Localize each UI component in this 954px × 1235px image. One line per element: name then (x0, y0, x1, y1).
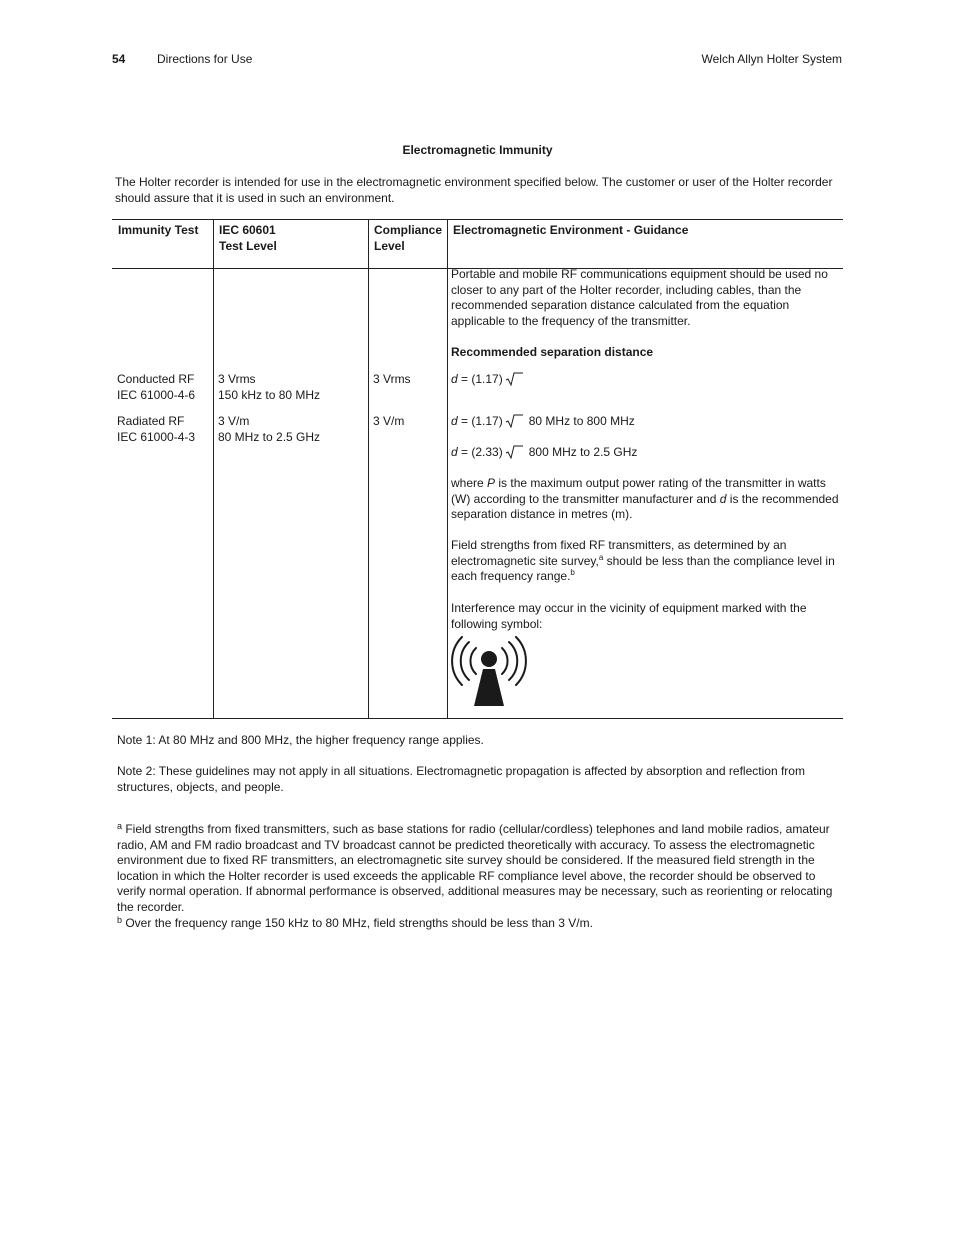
column-divider (368, 219, 369, 718)
test-level-value: 3 V/m (218, 414, 250, 428)
intro-paragraph: The Holter recorder is intended for use in the electromagnetic environment specified below. The customer or user of the Holter recorder should assure that it is used in such an environment. (115, 175, 833, 205)
footnote-b-text: Over the frequency range 150 kHz to 80 MHz, field strengths should be less than 3 V/m. (122, 916, 593, 930)
footnote-mark-a: a (117, 821, 123, 831)
footnote-mark-b: b (117, 915, 123, 925)
square-root-icon (505, 372, 523, 386)
header-test-level-line1: IEC 60601 (219, 223, 276, 237)
eq-coefficient: = (2.33) (457, 445, 503, 459)
footnote-a-text: Field strengths from fixed transmitters, such as base stations for radio (cellular/cordless) telephones and land mobile radios, amateur radio, AM and FM radio broadcast and TV broadcast cannot be predicted theoretically with accuracy. To assess the electromagnetic environment due to fixed RF transmitters, an electromagnetic site survey should be considered. If the measured field strength in the location in which the Holter recorder is used exceeds the applicable RF compliance level above, the recorder should be observed to verify normal operation. If abnormal performance is observed, additional measures may be necessary, such as reorienting or relocating the recorder. (117, 822, 833, 914)
header-compliance-line2: Level (374, 238, 405, 253)
row-conducted-test (117, 372, 195, 403)
test-level-range: 150 kHz to 80 MHz (218, 387, 321, 402)
where-text: is the recommended separation distance in metres (m). (451, 491, 839, 521)
test-level-range: 80 MHz to 2.5 GHz (218, 429, 321, 444)
note-1: Note 1: At 80 MHz and 800 MHz, the higher frequency range applies. (117, 733, 484, 747)
equation-radiated-high (451, 445, 839, 461)
row-conducted-level (218, 372, 320, 403)
where-text: is the maximum output power rating of the transmitter in watts (W) according to the transmitter manufacturer and (451, 476, 826, 506)
field-strength-paragraph (451, 538, 839, 585)
header-test-level-line2: Test Level (219, 238, 277, 253)
test-name: Conducted RF (117, 372, 195, 386)
non-ionizing-radiation-icon (450, 636, 528, 708)
test-standard: IEC 61000-4-3 (117, 429, 196, 444)
where-var-d: d (719, 491, 727, 506)
row-radiated-level (218, 414, 320, 445)
equation-radiated-low (451, 414, 839, 430)
footnote-ref-a: a (598, 552, 604, 562)
test-standard: IEC 61000-4-6 (117, 387, 196, 402)
square-root-icon (505, 414, 523, 428)
where-text: where (451, 476, 488, 490)
equation-conducted (451, 372, 839, 388)
page-number: 54 (112, 52, 126, 66)
eq-frequency-range: 80 MHz to 800 MHz (528, 414, 635, 428)
test-level-value: 3 Vrms (218, 372, 256, 386)
footnote-a (117, 822, 841, 915)
recommended-distance-heading: Recommended separation distance (451, 345, 654, 359)
eq-frequency-range: 800 MHz to 2.5 GHz (528, 445, 638, 459)
product-name: Welch Allyn Holter System (701, 52, 842, 66)
interference-paragraph: Interference may occur in the vicinity of equipment marked with the following symbol: (451, 601, 807, 631)
section-title: Electromagnetic Immunity (402, 143, 553, 157)
eq-coefficient: = (1.17) (457, 372, 503, 386)
column-divider (213, 219, 214, 718)
column-divider (447, 219, 448, 718)
row-radiated-compliance: 3 V/m (373, 414, 405, 428)
eq-var: d (451, 414, 458, 428)
header-guidance: Electromagnetic Environment - Guidance (453, 223, 689, 237)
header-compliance-line1: Compliance (374, 223, 443, 237)
header-test-level (219, 223, 277, 254)
doc-title: Directions for Use (157, 52, 253, 66)
header-immunity-test: Immunity Test (118, 223, 199, 237)
field-text: should be less than the compliance level in each frequency range. (451, 553, 835, 583)
where-paragraph (451, 476, 839, 523)
row-conducted-compliance: 3 Vrms (373, 372, 411, 386)
square-root-icon (505, 445, 523, 459)
field-text: Field strengths from fixed RF transmitters, as determined by an electromagnetic site survey, (451, 538, 787, 568)
footnote-b (117, 916, 841, 932)
table-top-rule (112, 219, 843, 220)
row-radiated-test (117, 414, 195, 445)
where-var-p: P (487, 476, 496, 490)
header-compliance-level (374, 223, 442, 254)
table-bottom-rule (112, 718, 843, 719)
eq-var: d (451, 445, 458, 459)
footnote-ref-b: b (570, 568, 575, 577)
test-name: Radiated RF (117, 414, 185, 428)
eq-var: d (451, 372, 458, 386)
eq-coefficient: = (1.17) (457, 414, 503, 428)
note-2: Note 2: These guidelines may not apply in all situations. Electromagnetic propagation is affected by absorption and reflection from structures, objects, and people. (117, 764, 805, 794)
guidance-paragraph: Portable and mobile RF communications equipment should be used no closer to any part of the Holter recorder, including cables, than the recommended separation distance calculated from the equation applicable to the frequency of the transmitter. (451, 267, 828, 328)
